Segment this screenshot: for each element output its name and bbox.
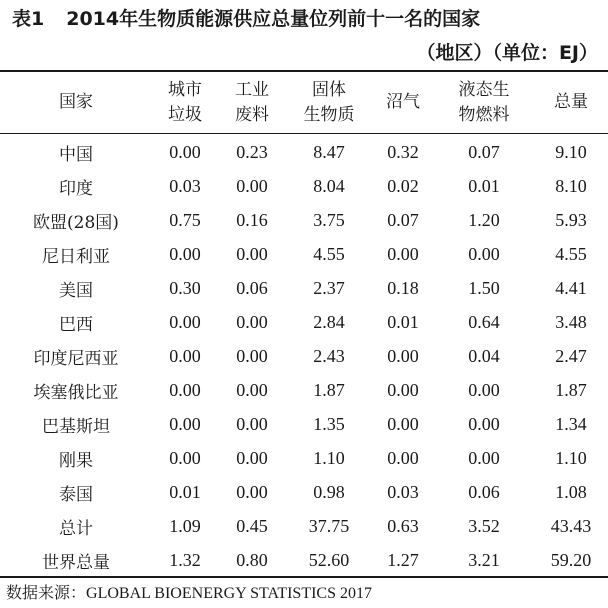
- column-header-line: 总量: [554, 92, 588, 112]
- value-cell: 8.04: [313, 175, 345, 196]
- value-cell: 1.09: [169, 515, 201, 536]
- country-cell: 巴基斯坦: [42, 416, 110, 437]
- value-cell: 0.00: [236, 311, 268, 332]
- table-row: [0, 543, 608, 577]
- table-header-row: [0, 72, 608, 133]
- value-cell: 1.08: [555, 481, 587, 502]
- value-cell: 0.06: [468, 481, 500, 502]
- value-cell: 37.75: [308, 515, 350, 536]
- table-row: [0, 475, 608, 509]
- value-cell: 0.18: [387, 277, 419, 298]
- source-prefix: 数据来源：: [6, 583, 87, 602]
- value-cell: 1.87: [555, 379, 587, 400]
- column-header: [434, 72, 534, 133]
- value-cell: 0.01: [169, 481, 201, 502]
- column-header: [0, 72, 152, 133]
- column-header: [534, 72, 608, 133]
- column-header-line: 国家: [59, 92, 93, 112]
- value-cell: 3.48: [555, 311, 587, 332]
- value-cell: 0.00: [169, 311, 201, 332]
- column-header: [152, 72, 218, 133]
- value-cell: 0.30: [169, 277, 201, 298]
- column-header-line: 固体: [312, 79, 346, 100]
- value-cell: 0.23: [236, 141, 268, 162]
- column-header: [218, 72, 286, 133]
- value-cell: 0.00: [387, 243, 419, 264]
- value-cell: 5.93: [555, 209, 587, 230]
- value-cell: 0.00: [387, 345, 419, 366]
- country-cell: 欧盟(28国): [33, 212, 119, 233]
- table-row: [0, 305, 608, 339]
- value-cell: 0.00: [387, 413, 419, 434]
- table-row: [0, 407, 608, 441]
- value-cell: 4.41: [555, 277, 587, 298]
- country-cell: 印度: [59, 178, 93, 199]
- value-cell: 43.43: [550, 515, 592, 536]
- column-header: [286, 72, 372, 133]
- table-body: [0, 133, 608, 577]
- column-header-line: 生物质: [303, 104, 355, 125]
- data-source-note: [6, 580, 372, 606]
- value-cell: 0.75: [169, 209, 201, 230]
- value-cell: 1.10: [313, 447, 345, 468]
- value-cell: 0.00: [236, 175, 268, 196]
- table-row: [0, 509, 608, 543]
- column-header-line: 沼气: [386, 92, 420, 112]
- value-cell: 3.21: [468, 549, 500, 570]
- value-cell: 0.00: [169, 141, 201, 162]
- value-cell: 3.75: [313, 209, 345, 230]
- value-cell: 0.00: [236, 345, 268, 366]
- column-header-line: 城市: [168, 79, 202, 100]
- value-cell: 1.20: [468, 209, 500, 230]
- value-cell: 0.06: [236, 277, 268, 298]
- country-cell: 巴西: [59, 314, 93, 335]
- value-cell: 1.32: [169, 549, 201, 570]
- value-cell: 0.00: [468, 243, 500, 264]
- value-cell: 2.43: [313, 345, 345, 366]
- column-header-line: 垃圾: [168, 104, 202, 125]
- table-row: [0, 271, 608, 305]
- table-title-text: 2014年生物质能源供应总量位列前十一名的国家: [66, 8, 481, 30]
- table-row: [0, 237, 608, 271]
- value-cell: 2.37: [313, 277, 345, 298]
- value-cell: 4.55: [555, 243, 587, 264]
- table-title: [12, 4, 602, 34]
- value-cell: 59.20: [550, 549, 592, 570]
- country-cell: 刚果: [59, 450, 93, 471]
- country-cell: 泰国: [59, 484, 93, 505]
- source-text: GLOBAL BIOENERGY STATISTICS 2017: [86, 585, 372, 602]
- table-row: [0, 133, 608, 169]
- value-cell: 0.16: [236, 209, 268, 230]
- country-cell: 印度尼西亚: [33, 348, 119, 369]
- value-cell: 0.00: [387, 447, 419, 468]
- value-cell: 0.00: [236, 447, 268, 468]
- value-cell: 0.00: [169, 243, 201, 264]
- value-cell: 0.00: [236, 379, 268, 400]
- value-cell: 0.80: [236, 549, 268, 570]
- country-cell: 中国: [59, 144, 93, 165]
- value-cell: 0.00: [468, 379, 500, 400]
- value-cell: 0.04: [468, 345, 500, 366]
- value-cell: 0.00: [169, 447, 201, 468]
- value-cell: 0.63: [387, 515, 419, 536]
- value-cell: 8.47: [313, 141, 345, 162]
- value-cell: 0.03: [387, 481, 419, 502]
- value-cell: 1.35: [313, 413, 345, 434]
- value-cell: 0.07: [468, 141, 500, 162]
- column-header: [372, 72, 434, 133]
- value-cell: 4.55: [313, 243, 345, 264]
- table-row: [0, 169, 608, 203]
- value-cell: 1.34: [555, 413, 587, 434]
- value-cell: 0.45: [236, 515, 268, 536]
- table-row: [0, 373, 608, 407]
- column-header-line: 废料: [235, 104, 269, 125]
- value-cell: 1.10: [555, 447, 587, 468]
- value-cell: 0.00: [169, 345, 201, 366]
- column-header-line: 工业: [235, 79, 269, 100]
- value-cell: 1.27: [387, 549, 419, 570]
- value-cell: 0.00: [387, 379, 419, 400]
- country-cell: 埃塞俄比亚: [33, 382, 119, 403]
- value-cell: 0.32: [387, 141, 419, 162]
- value-cell: 0.03: [169, 175, 201, 196]
- column-header-line: 物燃料: [458, 104, 510, 125]
- table-subtitle: （地区）（单位：EJ）: [416, 42, 598, 64]
- country-cell: 美国: [59, 280, 93, 301]
- value-cell: 52.60: [308, 549, 350, 570]
- table-row: [0, 203, 608, 237]
- value-cell: 0.00: [468, 447, 500, 468]
- value-cell: 9.10: [555, 141, 587, 162]
- bioenergy-table: [0, 72, 608, 577]
- value-cell: 0.00: [169, 413, 201, 434]
- value-cell: 2.84: [313, 311, 345, 332]
- value-cell: 0.64: [468, 311, 500, 332]
- value-cell: 3.52: [468, 515, 500, 536]
- table-row: [0, 339, 608, 373]
- value-cell: 0.00: [468, 413, 500, 434]
- country-cell: 世界总量: [42, 552, 110, 573]
- table-number: 表1: [12, 8, 45, 30]
- value-cell: 0.02: [387, 175, 419, 196]
- value-cell: 0.01: [468, 175, 500, 196]
- table-row: [0, 441, 608, 475]
- value-cell: 0.00: [169, 379, 201, 400]
- value-cell: 0.00: [236, 481, 268, 502]
- value-cell: 1.50: [468, 277, 500, 298]
- value-cell: 2.47: [555, 345, 587, 366]
- value-cell: 0.07: [387, 209, 419, 230]
- value-cell: 0.00: [236, 243, 268, 264]
- value-cell: 1.87: [313, 379, 345, 400]
- value-cell: 0.00: [236, 413, 268, 434]
- country-cell: 尼日利亚: [42, 246, 110, 267]
- value-cell: 8.10: [555, 175, 587, 196]
- country-cell: 总计: [59, 518, 93, 539]
- value-cell: 0.98: [313, 481, 345, 502]
- column-header-line: 液态生: [458, 79, 510, 100]
- value-cell: 0.01: [387, 311, 419, 332]
